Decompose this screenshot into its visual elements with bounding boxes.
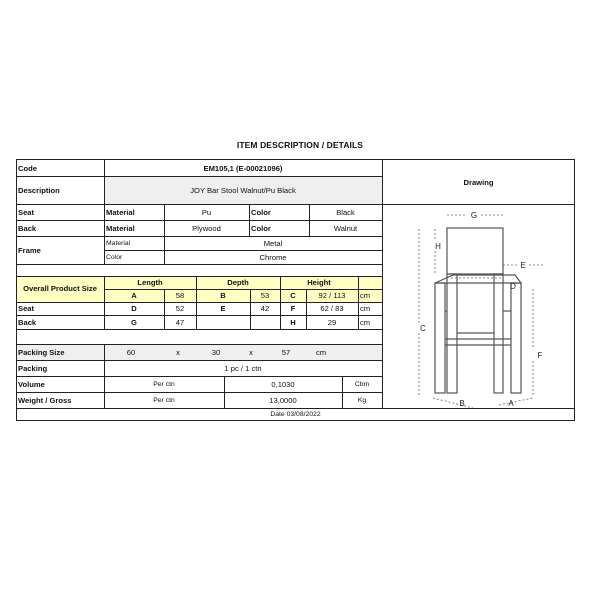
height-header: Height xyxy=(280,276,358,289)
dim-b-label: B xyxy=(196,289,250,302)
dim-c-marker: C xyxy=(420,324,426,333)
length-header: Length xyxy=(104,276,196,289)
dim-d-value: 52 xyxy=(175,304,185,313)
page-title: ITEM DESCRIPTION / DETAILS xyxy=(236,140,364,150)
dim-h-value: 29 xyxy=(327,317,337,327)
header-blank xyxy=(358,276,382,289)
dim-d-label: D xyxy=(131,304,137,313)
dim-b-marker: B xyxy=(459,399,465,408)
weight-per: Per ctn xyxy=(153,396,175,404)
weight-unit: Kg xyxy=(357,396,367,404)
back-color-value: Walnut xyxy=(333,223,358,233)
back-material-label: Material xyxy=(106,223,135,233)
back-material-value: Plywood xyxy=(192,223,221,233)
dim-e-marker: E xyxy=(520,261,526,270)
seat-unit: cm xyxy=(360,304,371,313)
packing-size-x1: x xyxy=(176,347,180,357)
dim-g-value: 47 xyxy=(175,317,185,327)
dim-e-label: E xyxy=(220,304,226,313)
dim-c-label: C xyxy=(280,289,306,302)
volume-unit: Cbm xyxy=(354,380,370,388)
drawing-title: Drawing xyxy=(463,177,494,187)
overall-unit: cm xyxy=(358,289,382,302)
dim-g-label: G xyxy=(131,317,137,327)
dim-d-marker: D xyxy=(510,282,516,291)
dim-seat-label: Seat xyxy=(18,304,35,313)
packing-size-unit: cm xyxy=(315,347,327,357)
code-value: EM105,1 (E-00021096) xyxy=(203,163,283,173)
packing-size-height: 57 xyxy=(281,347,291,357)
dim-e-value: 42 xyxy=(260,304,270,313)
dim-back-label: Back xyxy=(18,317,37,327)
description-value: JOY Bar Stool Walnut/Pu Black xyxy=(190,185,296,195)
seat-color-label: Color xyxy=(251,207,271,217)
dim-a-marker: A xyxy=(508,399,514,408)
dim-b-value: 53 xyxy=(250,289,280,302)
frame-material-value: Metal xyxy=(263,238,283,248)
frame-color-value: Chrome xyxy=(259,252,287,262)
packing-size-length: 60 xyxy=(126,347,136,357)
stool-outline xyxy=(435,228,521,393)
seat-material-label: Material xyxy=(106,207,135,217)
packing-size-label: Packing Size xyxy=(18,347,65,357)
weight-value: 13,0000 xyxy=(269,395,297,405)
dim-h-label: H xyxy=(290,317,296,327)
depth-header: Depth xyxy=(196,276,280,289)
dim-c-value: 92 / 113 xyxy=(306,289,358,302)
back-unit: cm xyxy=(360,317,371,327)
overall-size-label: Overall Product Size xyxy=(16,276,104,302)
packing-size-width: 30 xyxy=(211,347,221,357)
description-label: Description xyxy=(18,185,60,195)
date-footer: Date 03/08/2022 xyxy=(270,411,321,418)
seat-material-value: Pu xyxy=(201,207,212,217)
packing-size-x2: x xyxy=(249,347,253,357)
volume-value: 0,1030 xyxy=(271,379,295,389)
dim-f-marker: F xyxy=(537,351,543,360)
packing-label: Packing xyxy=(18,363,48,373)
packing-value: 1 pc / 1 ctn xyxy=(224,363,262,373)
dim-f-value: 62 / 83 xyxy=(320,304,344,313)
dim-h-marker: H xyxy=(435,242,441,251)
seat-color-value: Black xyxy=(336,207,355,217)
dim-g-marker: G xyxy=(470,211,478,220)
back-label: Back xyxy=(18,223,37,233)
code-label: Code xyxy=(18,163,37,173)
frame-material-label: Material xyxy=(106,239,131,247)
back-color-label: Color xyxy=(251,223,271,233)
item-details-sheet xyxy=(16,159,575,421)
dim-a-value: 58 xyxy=(164,289,196,302)
frame-label: Frame xyxy=(18,245,41,255)
volume-per: Per ctn xyxy=(153,380,175,388)
frame-color-label: Color xyxy=(106,253,123,261)
bar-stool-drawing xyxy=(383,205,574,408)
dim-f-label: F xyxy=(290,304,296,313)
volume-label: Volume xyxy=(18,379,45,389)
seat-label: Seat xyxy=(18,207,35,217)
dim-a-label: A xyxy=(104,289,164,302)
weight-label: Weight / Gross xyxy=(18,395,72,405)
